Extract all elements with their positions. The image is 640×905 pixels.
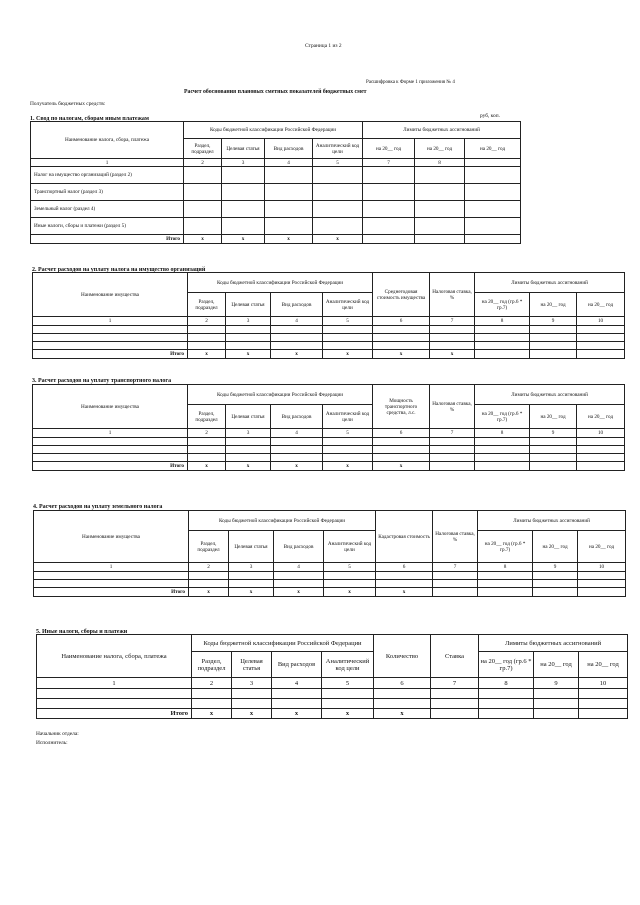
year-header: на 20__ год <box>578 531 626 563</box>
column-number: 7 <box>363 159 415 167</box>
document-title: Расчет обоснования плановых сметных показателей бюджетных смет <box>184 89 367 95</box>
x-mark: х <box>322 709 374 719</box>
target-article-header: Целевая статья <box>229 531 274 563</box>
column-number: 10 <box>577 429 625 438</box>
x-mark: х <box>272 709 322 719</box>
table-row-label: Земельный налог (раздел 4) <box>31 201 184 218</box>
total-label: Итого <box>33 462 188 471</box>
x-mark: х <box>324 588 376 597</box>
target-article-header: Целевая статья <box>232 652 272 678</box>
year-header: на 20__ год <box>579 652 628 678</box>
column-number: 9 <box>533 563 578 572</box>
column-number: 5 <box>313 159 363 167</box>
section-2-table <box>32 272 625 359</box>
year-header: на 20__ год <box>533 531 578 563</box>
section-5-title: 5. Иные налоги, сборы и платежи <box>36 629 128 635</box>
expense-type-header: Вид расходов <box>272 652 322 678</box>
column-number <box>465 159 521 167</box>
column-number: 2 <box>184 159 222 167</box>
year-header: на 20__ год <box>534 652 579 678</box>
kbk-header: Коды бюджетной классификации Российской Федерации <box>192 635 374 652</box>
column-number: 6 <box>376 563 433 572</box>
limits-header: Лимиты бюджетных ассигнований <box>363 122 521 139</box>
target-article-header: Целевая статья <box>226 293 271 317</box>
x-mark: х <box>188 462 226 471</box>
analytic-code-header: Аналитический код цели <box>323 293 373 317</box>
column-number: 7 <box>430 317 475 326</box>
column-number: 5 <box>323 429 373 438</box>
x-mark: х <box>323 462 373 471</box>
expense-type-header: Вид расходов <box>271 405 323 429</box>
section-4-title: 4. Расчет расходов на уплату земельного налога <box>33 504 163 510</box>
total-label: Итого <box>34 588 189 597</box>
expense-type-header: Вид расходов <box>265 139 313 159</box>
column-number: 8 <box>478 563 533 572</box>
column-number: 3 <box>226 429 271 438</box>
column-number: 6 <box>374 678 431 689</box>
year-header: на 20__ год <box>577 405 625 429</box>
column-number: 8 <box>475 429 530 438</box>
year-header: на 20__ год <box>465 139 521 159</box>
col6-header: Мощность транспортного средства, л.с. <box>373 385 430 429</box>
column-number: 1 <box>31 159 184 167</box>
target-article-header: Целевая статья <box>222 139 265 159</box>
table-row-label: Транспортный налог (раздел 3) <box>31 184 184 201</box>
razdel-header: Раздел, подраздел <box>184 139 222 159</box>
razdel-header: Раздел, подраздел <box>192 652 232 678</box>
x-mark: х <box>274 588 324 597</box>
column-number: 4 <box>271 317 323 326</box>
column-number: 5 <box>323 317 373 326</box>
x-mark: х <box>229 588 274 597</box>
column-number: 2 <box>188 317 226 326</box>
column-number: 7 <box>433 563 478 572</box>
column-number: 6 <box>373 317 430 326</box>
analytic-code-header: Аналитический код цели <box>324 531 376 563</box>
kbk-header: Коды бюджетной классификации Российской Федерации <box>184 122 363 139</box>
razdel-header: Раздел, подраздел <box>188 405 226 429</box>
x-mark: х <box>323 350 373 359</box>
section-2-title: 2. Расчет расходов на уплату налога на имущество организаций <box>32 267 206 273</box>
column-number: 8 <box>415 159 465 167</box>
x-mark: х <box>222 235 265 244</box>
column-number: 8 <box>479 678 534 689</box>
x-mark: х <box>376 588 433 597</box>
limits-header: Лимиты бюджетных ассигнований <box>478 511 626 531</box>
year-header: на 20__ год <box>363 139 415 159</box>
column-number: 3 <box>232 678 272 689</box>
x-mark: х <box>226 350 271 359</box>
section-3-table <box>32 384 625 471</box>
col7-header: Налоговая ставка, % <box>430 385 475 429</box>
year-header: на 20__ год <box>530 293 577 317</box>
column-number: 7 <box>430 429 475 438</box>
name-column-header: Наименование имущества <box>34 511 189 563</box>
razdel-header: Раздел, подраздел <box>189 531 229 563</box>
attachment-reference: Расшифровка к Форме 1 приложения № 4 <box>366 80 455 85</box>
column-number: 5 <box>324 563 376 572</box>
x-mark: х <box>265 235 313 244</box>
razdel-header: Раздел, подраздел <box>188 293 226 317</box>
limits-header: Лимиты бюджетных ассигнований <box>479 635 628 652</box>
column-number: 2 <box>189 563 229 572</box>
executor-label: Исполнитель: <box>36 740 68 746</box>
column-number: 4 <box>265 159 313 167</box>
column-number: 1 <box>34 563 189 572</box>
total-label: Итого <box>31 235 184 244</box>
kbk-header: Коды бюджетной классификации Российской Федерации <box>189 511 376 531</box>
column-number: 8 <box>475 317 530 326</box>
section-4-table <box>33 510 626 597</box>
name-column-header: Наименование имущества <box>33 273 188 317</box>
year-calc-header: на 20__ год (гр.6 * гр.7) <box>479 652 534 678</box>
column-number: 7 <box>431 678 479 689</box>
column-number: 6 <box>373 429 430 438</box>
section-5-table <box>36 634 628 719</box>
column-number: 1 <box>33 429 188 438</box>
table-row-label: Иные налоги, сборы и платежи (раздел 5) <box>31 218 184 235</box>
column-number: 4 <box>274 563 324 572</box>
col7-header: Ставка <box>431 635 479 678</box>
total-label: Итого <box>37 709 192 719</box>
x-mark: х <box>271 350 323 359</box>
column-number: 3 <box>229 563 274 572</box>
name-column-header: Наименование налога, сбора, платежа <box>31 122 184 159</box>
year-calc-header: на 20__ год (гр.6 * гр.7) <box>475 405 530 429</box>
name-column-header: Наименование имущества <box>33 385 188 429</box>
x-mark: х <box>373 462 430 471</box>
x-mark: х <box>232 709 272 719</box>
column-number: 1 <box>37 678 192 689</box>
kbk-header: Коды бюджетной классификации Российской Федерации <box>188 385 373 405</box>
col6-header: Среднегодовая стоимость имущества <box>373 273 430 317</box>
expense-type-header: Вид расходов <box>274 531 324 563</box>
col7-header: Налоговая ставка, % <box>430 273 475 317</box>
column-number: 9 <box>530 429 577 438</box>
column-number: 10 <box>577 317 625 326</box>
column-number: 5 <box>322 678 374 689</box>
year-header: на 20__ год <box>530 405 577 429</box>
column-number: 10 <box>578 563 626 572</box>
x-mark: х <box>430 350 475 359</box>
section-1-table <box>30 121 521 244</box>
col7-header: Налоговая ставка, % <box>433 511 478 563</box>
x-mark: х <box>188 350 226 359</box>
analytic-code-header: Аналитический код цели <box>322 652 374 678</box>
analytic-code-header: Аналитический код цели <box>323 405 373 429</box>
year-header: на 20__ год <box>577 293 625 317</box>
name-column-header: Наименование налога, сбора, платежа <box>37 635 192 678</box>
column-number: 4 <box>272 678 322 689</box>
limits-header: Лимиты бюджетных ассигнований <box>475 385 625 405</box>
col6-header: Количество <box>374 635 431 678</box>
year-header: на 20__ год <box>415 139 465 159</box>
column-number: 2 <box>192 678 232 689</box>
analytic-code-header: Аналитический код цели <box>313 139 363 159</box>
recipient-label: Получатель бюджетных средств: <box>30 101 106 107</box>
column-number: 3 <box>222 159 265 167</box>
expense-type-header: Вид расходов <box>271 293 323 317</box>
limits-header: Лимиты бюджетных ассигнований <box>475 273 625 293</box>
total-label: Итого <box>33 350 188 359</box>
column-number: 3 <box>226 317 271 326</box>
column-number: 9 <box>534 678 579 689</box>
column-number: 10 <box>579 678 628 689</box>
column-number: 1 <box>33 317 188 326</box>
x-mark: х <box>313 235 363 244</box>
year-calc-header: на 20__ год (гр.6 * гр.7) <box>478 531 533 563</box>
department-head-label: Начальник отдела: <box>36 731 79 737</box>
column-number: 4 <box>271 429 323 438</box>
section-1-title: 1. Свод по налогам, сборам иным платежам <box>30 116 150 122</box>
x-mark: х <box>189 588 229 597</box>
unit-label: руб, коп. <box>480 113 500 119</box>
col6-header: Кадастровая стоимость <box>376 511 433 563</box>
x-mark: х <box>271 462 323 471</box>
x-mark: х <box>192 709 232 719</box>
x-mark: х <box>374 709 431 719</box>
kbk-header: Коды бюджетной классификации Российской Федерации <box>188 273 373 293</box>
x-mark: х <box>373 350 430 359</box>
page-header: Страница 1 из 2 <box>305 43 342 49</box>
x-mark: х <box>184 235 222 244</box>
column-number: 2 <box>188 429 226 438</box>
x-mark: х <box>226 462 271 471</box>
section-3-title: 3. Расчет расходов на уплату транспортного налога <box>32 378 172 384</box>
year-calc-header: на 20__ год (гр.6 * гр.7) <box>475 293 530 317</box>
table-row-label: Налог на имущество организаций (раздел 2) <box>31 167 184 184</box>
column-number: 9 <box>530 317 577 326</box>
target-article-header: Целевая статья <box>226 405 271 429</box>
